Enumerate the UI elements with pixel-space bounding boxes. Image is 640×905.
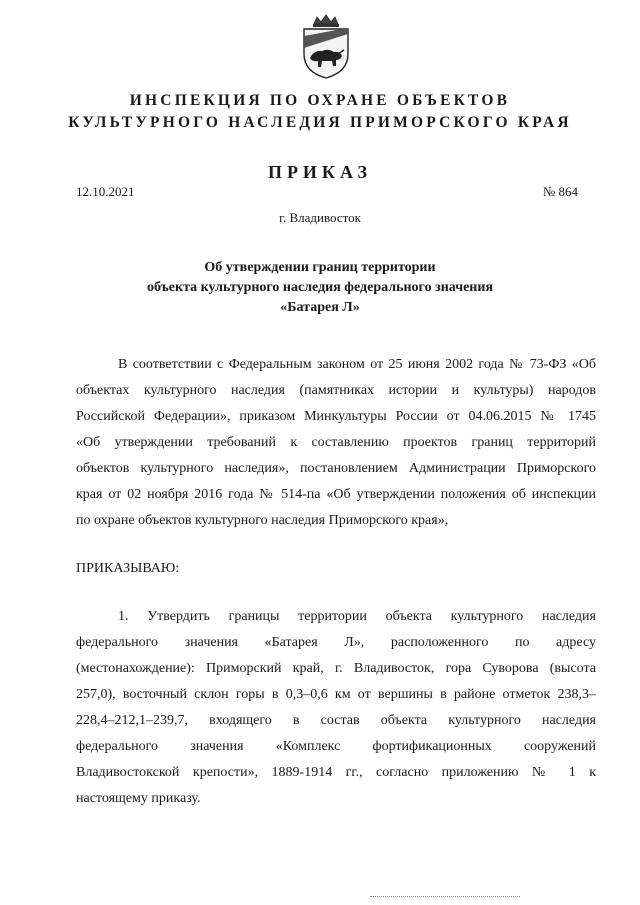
coat-of-arms-icon [298, 14, 354, 80]
subject-line: объекта культурного наследия федерального значения [146, 280, 494, 295]
document-city: г. Владивосток [279, 210, 361, 225]
document-number: № 864 [542, 184, 578, 199]
paragraph-line: 1. Утвердить границы территории объекта культурного наследия [118, 609, 596, 624]
paragraph-line: по охране объектов культурного наследия Приморского края», [76, 513, 449, 528]
paragraph-line: Российской Федерации», приказом Минкультуры России от 04.06.2015 № 1745 [76, 409, 596, 424]
document-title: ПРИКАЗ [267, 162, 373, 182]
paragraph-line: 228,4–212,1–239,7, входящего в состав объекта культурного наследия [76, 713, 596, 728]
paragraph-line: объектов культурного наследия», постановлением Администрации Приморского [76, 461, 596, 476]
paragraph-line: федерального значения «Комплекс фортификационных сооружений [76, 739, 596, 754]
preamble-paragraph [76, 352, 596, 534]
organization-name-line1: ИНСПЕКЦИЯ ПО ОХРАНЕ ОБЪЕКТОВ [129, 92, 511, 109]
subject-line: «Батарея Л» [280, 300, 360, 315]
subject-line: Об утверждении границ территории [204, 260, 436, 275]
document-subject [0, 258, 640, 318]
paragraph-line: края от 02 ноября 2016 года № 514-па «Об утверждении положения об инспекции [76, 487, 596, 502]
paragraph-line: настоящему приказу. [76, 791, 201, 806]
paragraph-line: (местонахождение): Приморский край, г. Владивосток, гора Суворова (высота [76, 661, 596, 676]
order-word: ПРИКАЗЫВАЮ: [76, 561, 180, 576]
order-item-1 [76, 604, 596, 812]
paragraph-line: федерального значения «Батарея Л», расположенного по адресу [76, 635, 596, 650]
footer-divider [370, 896, 520, 897]
paragraph-line: 257,0), восточный склон горы в 0,3–0,6 км от вершины в районе отметок 238,3– [76, 687, 596, 702]
paragraph-line: В соответствии с Федеральным законом от 25 июня 2002 года № 73-ФЗ «Об [118, 357, 596, 372]
organization-name-line2: КУЛЬТУРНОГО НАСЛЕДИЯ ПРИМОРСКОГО КРАЯ [68, 114, 572, 131]
paragraph-line: «Об утверждении требований к составлению проектов границ территорий [76, 435, 596, 450]
paragraph-line: объектах культурного наследия (памятниках истории и культуры) народов [76, 383, 596, 398]
paragraph-line: Владивостокской крепости», 1889-1914 гг., согласно приложению № 1 к [76, 765, 596, 780]
document-date: 12.10.2021 [76, 184, 135, 199]
